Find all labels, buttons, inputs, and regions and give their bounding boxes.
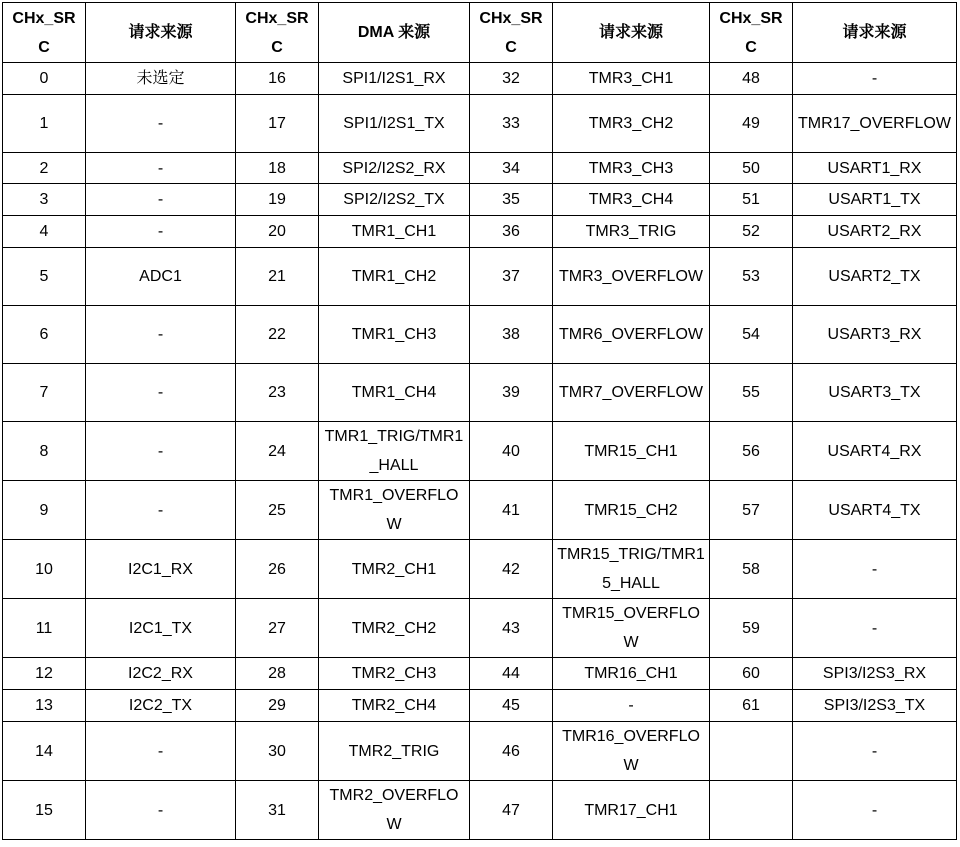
- table-cell: 44: [470, 658, 553, 690]
- table-cell: 58: [710, 540, 793, 599]
- table-cell: SPI2/I2S2_TX: [319, 184, 470, 216]
- table-cell: TMR2_OVERFLOW: [319, 781, 470, 840]
- table-row: [3, 690, 957, 722]
- table-cell: USART4_TX: [793, 481, 957, 540]
- table-cell: 30: [236, 722, 319, 781]
- table-cell: 25: [236, 481, 319, 540]
- table-cell: 60: [710, 658, 793, 690]
- table-row: [3, 781, 957, 840]
- table-cell: TMR6_OVERFLOW: [553, 306, 710, 364]
- table-cell: 29: [236, 690, 319, 722]
- table-cell: 45: [470, 690, 553, 722]
- header-chx-src-4: CHx_SRC: [710, 3, 793, 63]
- table-cell: USART2_TX: [793, 248, 957, 306]
- table-cell: TMR1_CH4: [319, 364, 470, 422]
- table-cell: -: [86, 781, 236, 840]
- table-cell: TMR3_OVERFLOW: [553, 248, 710, 306]
- table-cell: -: [86, 184, 236, 216]
- table-cell: 17: [236, 95, 319, 153]
- header-request-source-2: 请求来源: [553, 3, 710, 63]
- table-cell: TMR17_CH1: [553, 781, 710, 840]
- table-cell: 38: [470, 306, 553, 364]
- table-cell: USART4_RX: [793, 422, 957, 481]
- table-cell: TMR16_CH1: [553, 658, 710, 690]
- table-cell: TMR3_CH2: [553, 95, 710, 153]
- table-row: [3, 95, 957, 153]
- table-cell: TMR2_CH3: [319, 658, 470, 690]
- table-cell: 13: [3, 690, 86, 722]
- table-cell: -: [793, 63, 957, 95]
- table-cell: TMR16_OVERFLOW: [553, 722, 710, 781]
- table-row: [3, 306, 957, 364]
- table-cell: 28: [236, 658, 319, 690]
- table-row: [3, 599, 957, 658]
- table-cell: 16: [236, 63, 319, 95]
- table-cell: 18: [236, 153, 319, 184]
- table-cell: TMR1_OVERFLOW: [319, 481, 470, 540]
- header-dma-source: DMA 来源: [319, 3, 470, 63]
- table-cell: 23: [236, 364, 319, 422]
- table-cell: [710, 722, 793, 781]
- table-cell: [710, 781, 793, 840]
- table-cell: -: [86, 422, 236, 481]
- table-row: [3, 63, 957, 95]
- table-cell: 19: [236, 184, 319, 216]
- table-cell: 10: [3, 540, 86, 599]
- table-cell: TMR7_OVERFLOW: [553, 364, 710, 422]
- table-cell: TMR1_TRIG/TMR1_HALL: [319, 422, 470, 481]
- table-cell: TMR3_TRIG: [553, 216, 710, 248]
- table-cell: SPI1/I2S1_RX: [319, 63, 470, 95]
- table-cell: -: [86, 95, 236, 153]
- table-cell: -: [793, 781, 957, 840]
- header-request-source-1: 请求来源: [86, 3, 236, 63]
- table-cell: I2C2_TX: [86, 690, 236, 722]
- table-cell: -: [86, 481, 236, 540]
- table-cell: 42: [470, 540, 553, 599]
- table-cell: 8: [3, 422, 86, 481]
- table-cell: -: [553, 690, 710, 722]
- table-cell: 7: [3, 364, 86, 422]
- table-cell: 54: [710, 306, 793, 364]
- table-cell: USART1_RX: [793, 153, 957, 184]
- table-cell: -: [86, 216, 236, 248]
- table-row: [3, 364, 957, 422]
- table-cell: 55: [710, 364, 793, 422]
- table-cell: 0: [3, 63, 86, 95]
- table-cell: SPI1/I2S1_TX: [319, 95, 470, 153]
- table-cell: -: [86, 153, 236, 184]
- table-cell: -: [793, 540, 957, 599]
- table-cell: TMR3_CH4: [553, 184, 710, 216]
- table-cell: 46: [470, 722, 553, 781]
- table-cell: 41: [470, 481, 553, 540]
- table-cell: TMR15_CH1: [553, 422, 710, 481]
- table-cell: 4: [3, 216, 86, 248]
- table-cell: SPI2/I2S2_RX: [319, 153, 470, 184]
- table-cell: 20: [236, 216, 319, 248]
- table-cell: -: [793, 599, 957, 658]
- table-cell: 1: [3, 95, 86, 153]
- header-chx-src-3: CHx_SRC: [470, 3, 553, 63]
- table-cell: 50: [710, 153, 793, 184]
- table-cell: TMR15_OVERFLOW: [553, 599, 710, 658]
- table-cell: 43: [470, 599, 553, 658]
- table-cell: TMR2_CH1: [319, 540, 470, 599]
- table-cell: 40: [470, 422, 553, 481]
- table-cell: 37: [470, 248, 553, 306]
- table-cell: TMR2_CH4: [319, 690, 470, 722]
- table-cell: 51: [710, 184, 793, 216]
- table-cell: 2: [3, 153, 86, 184]
- table-cell: USART2_RX: [793, 216, 957, 248]
- table-cell: 39: [470, 364, 553, 422]
- header-request-source-3: 请求来源: [793, 3, 957, 63]
- table-cell: I2C1_RX: [86, 540, 236, 599]
- table-row: [3, 658, 957, 690]
- table-cell: 56: [710, 422, 793, 481]
- header-row: [3, 3, 957, 63]
- table-row: [3, 248, 957, 306]
- table-cell: USART3_RX: [793, 306, 957, 364]
- dma-request-source-table: [2, 2, 957, 840]
- table-cell: 27: [236, 599, 319, 658]
- table-cell: 35: [470, 184, 553, 216]
- table-cell: 47: [470, 781, 553, 840]
- table-cell: TMR1_CH2: [319, 248, 470, 306]
- table-cell: 3: [3, 184, 86, 216]
- table-cell: TMR1_CH3: [319, 306, 470, 364]
- table-cell: -: [86, 364, 236, 422]
- table-cell: -: [86, 306, 236, 364]
- table-cell: 11: [3, 599, 86, 658]
- table-row: [3, 481, 957, 540]
- table-cell: 未选定: [86, 63, 236, 95]
- table-cell: 24: [236, 422, 319, 481]
- table-cell: USART1_TX: [793, 184, 957, 216]
- table-cell: 5: [3, 248, 86, 306]
- table-cell: 9: [3, 481, 86, 540]
- table-cell: SPI3/I2S3_RX: [793, 658, 957, 690]
- table-cell: 61: [710, 690, 793, 722]
- table-row: [3, 153, 957, 184]
- table-cell: 21: [236, 248, 319, 306]
- table-row: [3, 216, 957, 248]
- table-cell: I2C2_RX: [86, 658, 236, 690]
- table-row: [3, 540, 957, 599]
- table-cell: TMR1_CH1: [319, 216, 470, 248]
- table-cell: 33: [470, 95, 553, 153]
- table-cell: 32: [470, 63, 553, 95]
- table-cell: 34: [470, 153, 553, 184]
- table-row: [3, 422, 957, 481]
- table-cell: 15: [3, 781, 86, 840]
- table-cell: 22: [236, 306, 319, 364]
- table-cell: TMR2_TRIG: [319, 722, 470, 781]
- table-cell: 49: [710, 95, 793, 153]
- table-cell: 48: [710, 63, 793, 95]
- table-cell: TMR17_OVERFLOW: [793, 95, 957, 153]
- table-cell: TMR2_CH2: [319, 599, 470, 658]
- header-chx-src-1: CHx_SRC: [3, 3, 86, 63]
- table-cell: ADC1: [86, 248, 236, 306]
- table-cell: TMR3_CH3: [553, 153, 710, 184]
- table-cell: -: [793, 722, 957, 781]
- table-cell: SPI3/I2S3_TX: [793, 690, 957, 722]
- table-cell: 6: [3, 306, 86, 364]
- table-cell: 14: [3, 722, 86, 781]
- table-cell: 31: [236, 781, 319, 840]
- table-cell: 57: [710, 481, 793, 540]
- table-cell: 26: [236, 540, 319, 599]
- table-cell: 53: [710, 248, 793, 306]
- table-cell: 59: [710, 599, 793, 658]
- table-cell: TMR15_CH2: [553, 481, 710, 540]
- table-cell: -: [86, 722, 236, 781]
- table-row: [3, 722, 957, 781]
- header-chx-src-2: CHx_SRC: [236, 3, 319, 63]
- table-cell: I2C1_TX: [86, 599, 236, 658]
- table-cell: 12: [3, 658, 86, 690]
- table-cell: 36: [470, 216, 553, 248]
- table-cell: USART3_TX: [793, 364, 957, 422]
- table-cell: TMR3_CH1: [553, 63, 710, 95]
- table-cell: TMR15_TRIG/TMR15_HALL: [553, 540, 710, 599]
- table-row: [3, 184, 957, 216]
- table-cell: 52: [710, 216, 793, 248]
